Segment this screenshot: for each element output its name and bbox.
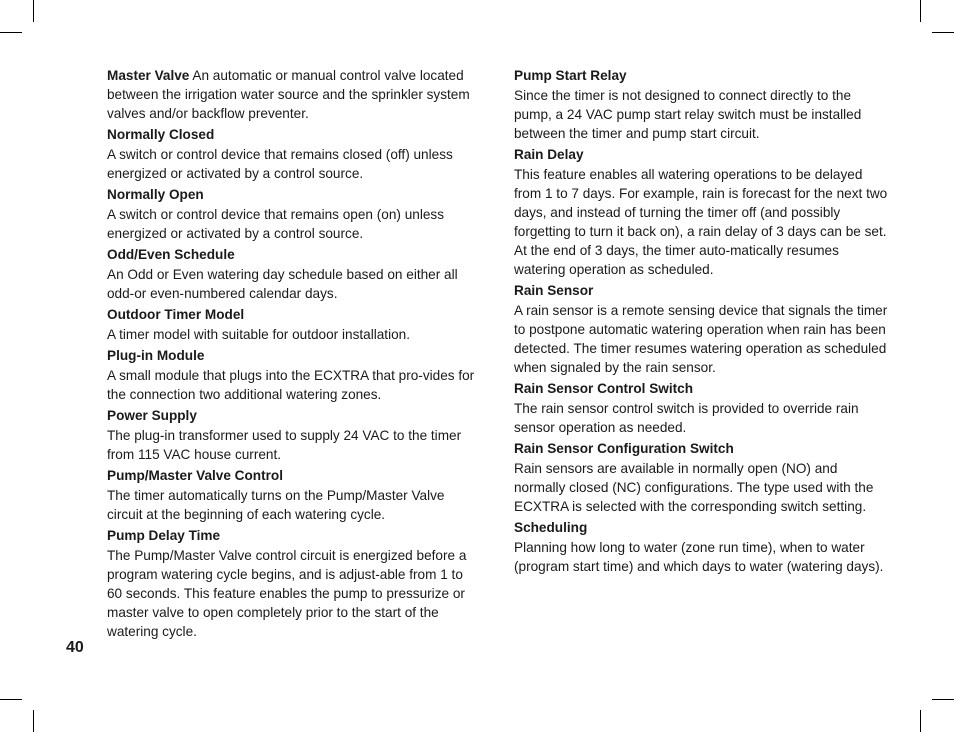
glossary-term: Power Supply xyxy=(107,408,197,423)
glossary-term: Scheduling xyxy=(514,520,588,535)
glossary-definition: Rain sensors are available in normally open (NO) and normally closed (NC) configurations. The type used with the ECXTRA is selected with the corresponding switch setting. xyxy=(514,461,874,514)
crop-mark-top-right-vertical xyxy=(920,0,921,22)
glossary-term: Normally Closed xyxy=(107,127,215,142)
crop-mark-bottom-left-vertical xyxy=(33,710,34,732)
glossary-term: Rain Delay xyxy=(514,147,584,162)
glossary-definition: A timer model with suitable for outdoor installation. xyxy=(107,327,410,342)
glossary-term: Master Valve xyxy=(107,68,190,83)
glossary-entry xyxy=(107,466,479,524)
glossary-left-column xyxy=(107,66,479,643)
glossary-definition: The timer automatically turns on the Pump/Master Valve circuit at the beginning of each watering cycle. xyxy=(107,488,445,522)
crop-mark-top-left-vertical xyxy=(33,0,34,22)
glossary-term: Plug-in Module xyxy=(107,348,205,363)
glossary-term: Rain Sensor Configuration Switch xyxy=(514,441,734,456)
glossary-term: Normally Open xyxy=(107,187,204,202)
glossary-definition: An automatic or manual control valve located between the irrigation water source and the sprinkler system valves and/or backflow preventer. xyxy=(107,68,470,121)
glossary-term: Rain Sensor xyxy=(514,283,594,298)
glossary-entry xyxy=(107,346,479,404)
crop-mark-bottom-left-horizontal xyxy=(0,699,22,700)
glossary-right-column xyxy=(514,66,890,578)
glossary-term: Rain Sensor Control Switch xyxy=(514,381,694,396)
glossary-definition: An Odd or Even watering day schedule based on either all odd-or even-numbered calendar days. xyxy=(107,267,458,301)
glossary-definition: A rain sensor is a remote sensing device that signals the timer to postpone automatic watering operation when rain has been detected. The timer resumes watering operation as scheduled when signaled by the rain sensor. xyxy=(514,303,888,375)
glossary-term: Outdoor Timer Model xyxy=(107,307,245,322)
glossary-definition: The Pump/Master Valve control circuit is energized before a program watering cycle begins, and is adjust-able from 1 to 60 seconds. This feature enables the pump to pressurize or master valve to open completely prior to the start of the watering cycle. xyxy=(107,548,467,639)
glossary-term: Pump Start Relay xyxy=(514,68,627,83)
glossary-definition: This feature enables all watering operations to be delayed from 1 to 7 days. For example, rain is forecast for the next two days, and instead of turning the timer off (and possibly forgetting to turn it back on), a rain delay of 3 days can be set. At the end of 3 days, the timer auto-matically resumes watering operation as scheduled. xyxy=(514,167,888,277)
page-number: 40 xyxy=(66,639,84,656)
glossary-entry xyxy=(107,406,479,464)
glossary-entry xyxy=(107,66,479,123)
glossary-term: Pump/Master Valve Control xyxy=(107,468,284,483)
glossary-term: Pump Delay Time xyxy=(107,528,221,543)
glossary-definition: The rain sensor control switch is provided to override rain sensor operation as needed. xyxy=(514,401,859,435)
crop-mark-bottom-right-horizontal xyxy=(932,699,954,700)
glossary-entry xyxy=(514,281,890,377)
glossary-entry xyxy=(514,439,890,516)
glossary-term: Odd/Even Schedule xyxy=(107,247,235,262)
glossary-entry xyxy=(514,66,890,143)
glossary-entry xyxy=(514,145,890,279)
glossary-entry xyxy=(514,379,890,437)
glossary-definition: A switch or control device that remains closed (off) unless energized or activated by a control source. xyxy=(107,147,453,181)
glossary-entry xyxy=(107,526,479,641)
glossary-definition: A small module that plugs into the ECXTRA that pro-vides for the connection two additional watering zones. xyxy=(107,368,475,402)
glossary-entry xyxy=(107,245,479,303)
glossary-entry xyxy=(514,518,890,576)
crop-mark-top-right-horizontal xyxy=(932,32,954,33)
glossary-entry xyxy=(107,125,479,183)
crop-mark-top-left-horizontal xyxy=(0,32,22,33)
glossary-definition: The plug-in transformer used to supply 24 VAC to the timer from 115 VAC house current. xyxy=(107,428,462,462)
crop-mark-bottom-right-vertical xyxy=(920,710,921,732)
glossary-entry xyxy=(107,185,479,243)
glossary-definition: Since the timer is not designed to connect directly to the pump, a 24 VAC pump start relay switch must be installed between the timer and pump start circuit. xyxy=(514,88,862,141)
glossary-entry xyxy=(107,305,479,344)
glossary-definition: A switch or control device that remains open (on) unless energized or activated by a control source. xyxy=(107,207,444,241)
glossary-definition: Planning how long to water (zone run time), when to water (program start time) and which days to water (watering days). xyxy=(514,540,884,574)
